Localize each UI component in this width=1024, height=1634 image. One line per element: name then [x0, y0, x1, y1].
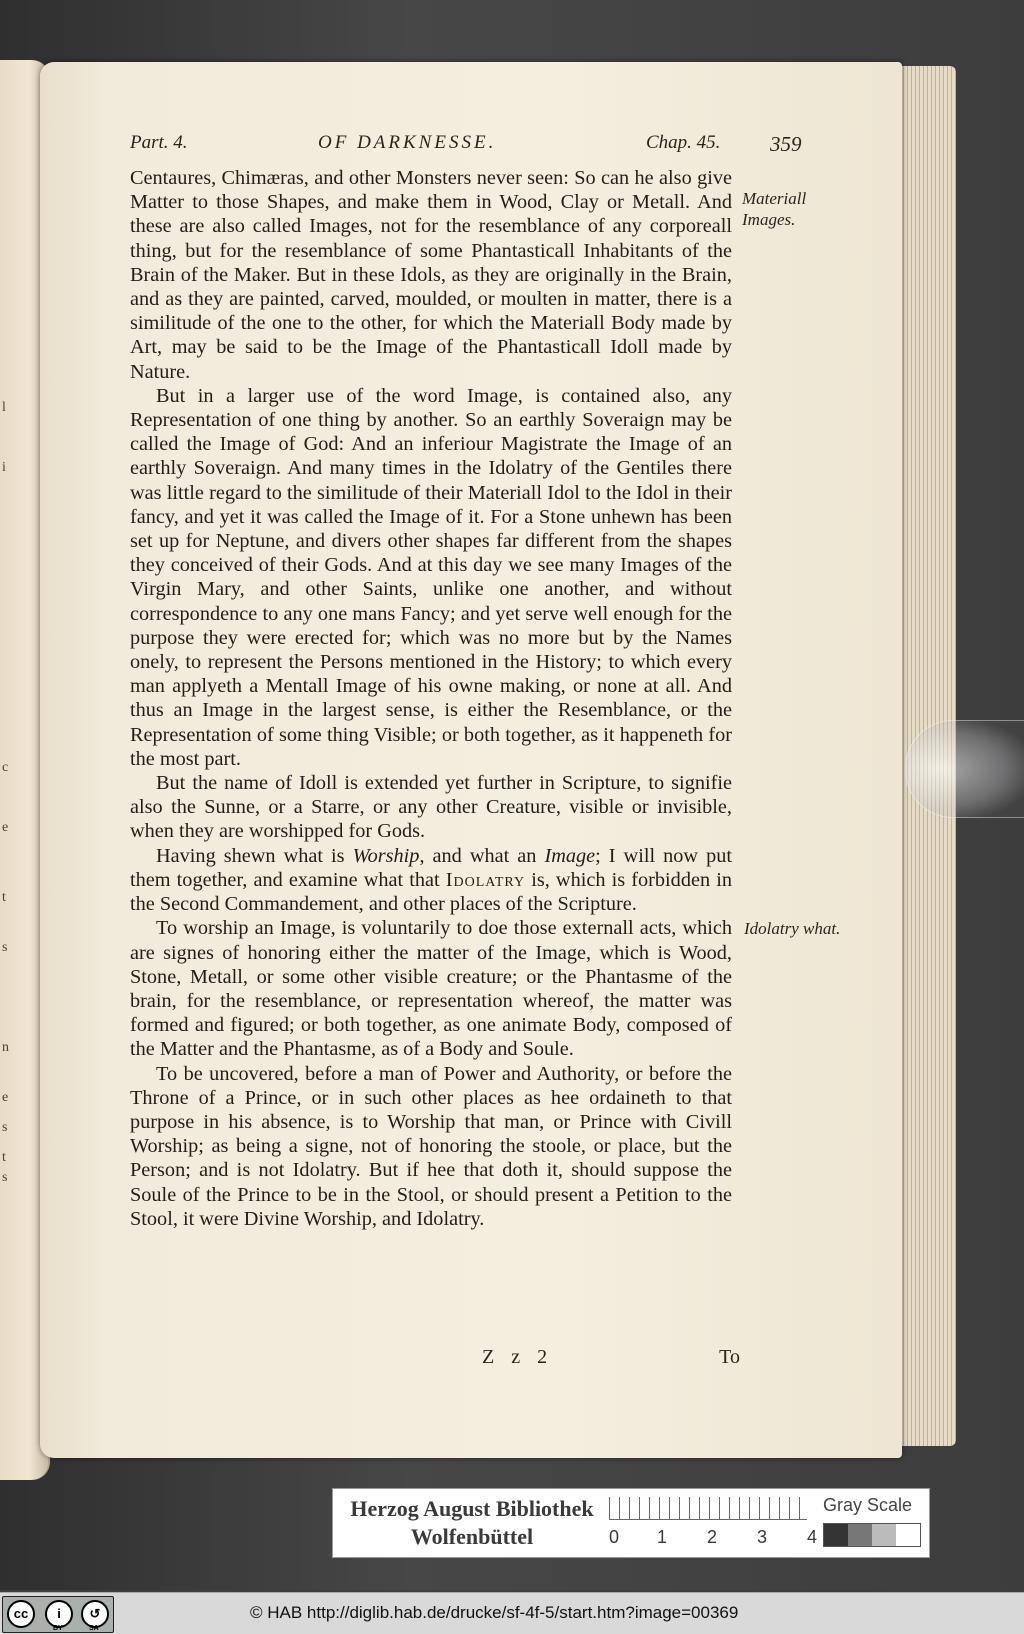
by-icon: i: [45, 1600, 73, 1628]
scale-number: 2: [707, 1527, 718, 1547]
left-page-mark: e: [2, 820, 9, 835]
page-footer: [130, 1346, 740, 1370]
library-label: [332, 1488, 930, 1558]
running-header: [130, 132, 810, 160]
text-run: ; I will now put them together, and examine what that: [130, 844, 732, 891]
sa-icon: ↺: [81, 1600, 109, 1628]
margin-note: Idolatry what.: [744, 919, 841, 938]
scale-ruler: [609, 1497, 807, 1520]
paragraph: But in a larger use of the word Image, is contained also, any Representation of one thing by another. So an earthly Soveraign may be called the Image of God: And an inferiour Magistrate the Image of an earthly Soveraign. And many times in the Idolatry of the Gentiles there was little regard to the similitude of their Materiall Idol to the Idol in their fancy, and yet it was called the Image of it. For a Stone unhewn has been set up for Neptune, and divers other shapes far different from the shapes they conceived of their Gods. And at this day we see many Images of the Virgin Mary, and other Saints, unlike one another, and without correspondence to any one mans Fancy; and yet serve well enough for the purpose they were erected for; which was no more but by the Names onely, to represent the Persons mentioned in the History; to which every man applyeth a Mentall Image of his owne making, or none at all. And thus an Image in the largest sense, is either the Resemblance, or the Representation of some thing Visible; or both together, as it happeneth for the most part.: [130, 384, 732, 770]
left-page-mark: i: [2, 460, 6, 475]
cc-icon: cc: [7, 1600, 35, 1628]
page-clip: [905, 720, 1024, 818]
license-by-text: BY: [53, 1625, 63, 1632]
page-body: [130, 166, 732, 1231]
catchword: To: [719, 1346, 740, 1368]
license-sa-text: SA: [89, 1625, 99, 1632]
left-page-mark: l: [2, 400, 6, 415]
library-name-line: Herzog August Bibliothek: [350, 1496, 594, 1521]
left-page-mark: n: [2, 1040, 9, 1055]
scale-number: 3: [757, 1527, 768, 1547]
part-label: Part. 4.: [130, 132, 188, 153]
left-page-mark: t: [2, 890, 6, 905]
bottom-bar: [0, 1592, 1024, 1634]
italic-term: Worship: [352, 844, 420, 867]
gray-scale-swatch: [823, 1523, 921, 1547]
gray-scale-label: Gray Scale: [823, 1495, 913, 1515]
paragraph: To worship an Image, is voluntarily to doe those externall acts, which are signes of honoring either the matter of the Image, which is Wood, Stone, Metall, or some other visible creature; or the Phantasme of the brain, for the resemblance, or representation whereof, the matter was formed and figured; or both together, as one animate Body, composed of the Matter and the Phantasme, as of a Body and Soule.: [130, 917, 732, 1061]
signature-mark: Z z 2: [482, 1346, 554, 1368]
left-page-mark: t: [2, 1150, 6, 1165]
margin-note-line: Materiall: [742, 189, 807, 208]
scale-number: 1: [657, 1527, 668, 1547]
left-page-mark: s: [2, 1170, 8, 1185]
scale-number: 0: [609, 1527, 620, 1547]
paragraph: But the name of Idoll is extended yet further in Scripture, to signifie also the Sunne, or a Starre, or any other Creature, visible or invisible, when they are worshipped for Gods.: [130, 772, 732, 843]
library-city-line: Wolfenbüttel: [410, 1524, 534, 1549]
left-page-mark: e: [2, 1090, 9, 1105]
library-name: [343, 1495, 601, 1551]
left-page-mark: c: [2, 760, 9, 775]
margin-note: [742, 188, 806, 230]
paragraph: To be uncovered, before a man of Power and Authority, or before the Throne of a Prince, or in such other places as hee ordaineth to that purpose in his absence, is to Worship that man, or Prince with Civill Worship; as being a signe, not of honoring the stoole, or place, but the Person; and is not Idolatry. But if hee that doth it, should suppose the Soule of the Prince to be in the Stool, or should present a Petition to the Stool, it were Divine Worship, and Idolatry.: [130, 1062, 732, 1230]
paragraph: [130, 844, 732, 917]
left-page-mark: s: [2, 940, 8, 955]
italic-term: Image: [544, 844, 596, 867]
margin-note-line: Images.: [742, 210, 796, 229]
text-run: , and what an: [419, 844, 545, 867]
text-run: Having shewn what is: [156, 844, 353, 867]
scale-number: 4: [807, 1527, 818, 1547]
page-number: 359: [770, 132, 802, 156]
cc-license-badge[interactable]: [2, 1596, 114, 1633]
text-run: is, which is forbidden in the Second Commandement, and other places of the Scripture.: [130, 868, 732, 916]
credit-link[interactable]: © HAB http://diglib.hab.de/drucke/sf-4f-5/start.htm?image=00369: [250, 1603, 739, 1622]
running-title: OF DARKNESSE.: [318, 132, 497, 153]
left-page-mark: s: [2, 1120, 8, 1135]
paragraph: Centaures, Chimæras, and other Monsters never seen: So can he also give Matter to those Shapes, and make them in Wood, Clay or Metall. And these are also called Images, not for the resemblance of any corporeall thing, but for the resemblance of some Phantasticall Inhabitants of the Brain of the Maker. But in these Idols, as they are originally in the Brain, and as they are painted, carved, moulded, or moulten in matter, there is a similitude of the one to the other, for which the Materiall Body made by Art, may be said to be the Image of the Phantasticall Idoll made by Nature.: [130, 167, 732, 383]
small-caps-term: Idolatry: [445, 868, 526, 891]
chapter-label: Chap. 45.: [646, 132, 721, 153]
